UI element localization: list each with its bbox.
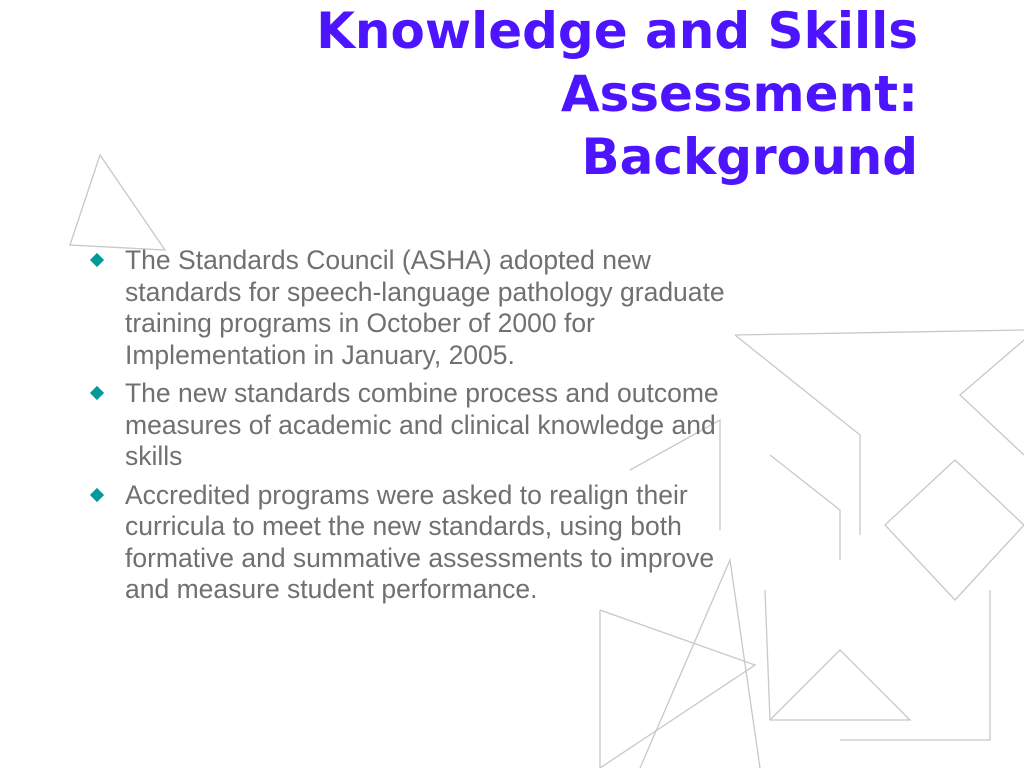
bullet-list (88, 245, 918, 613)
bullet-item (88, 480, 918, 606)
bullet-line: The Standards Council (ASHA) adopted new (125, 245, 651, 275)
decor-shape-5 (600, 610, 755, 768)
bullet-line: The new standards combine process and outcome (125, 378, 719, 408)
bullet-line: formative and summative assessments to improve (125, 542, 715, 573)
decor-shape-1 (960, 340, 1024, 455)
decor-triangle-left (70, 155, 165, 250)
bullet-line: skills (125, 441, 183, 471)
bullet-line: curricula to meet the new standards, using both (125, 511, 682, 541)
bullet-line: training programs in October of 2000 for (125, 308, 595, 338)
decor-shape-7 (840, 590, 990, 740)
diamond-bullet-icon (90, 487, 104, 501)
bullet-line: standards for speech-language pathology graduate (125, 276, 725, 307)
slide-title (158, 0, 918, 189)
bullet-line: Implementation in January, 2005. (125, 339, 515, 370)
bullet-item (88, 378, 918, 473)
bullet-line: and measure student performance. (125, 574, 538, 604)
diamond-bullet-icon (90, 386, 104, 400)
title-line: Assessment: (560, 65, 918, 123)
bullet-line: measures of academic and clinical knowledge and (125, 409, 716, 440)
title-line: Background (581, 128, 918, 186)
diamond-bullet-icon (90, 253, 104, 267)
title-line: Knowledge and Skills (316, 2, 918, 60)
bullet-line: Accredited programs were asked to realign their (125, 479, 688, 510)
bullet-item (88, 245, 918, 371)
